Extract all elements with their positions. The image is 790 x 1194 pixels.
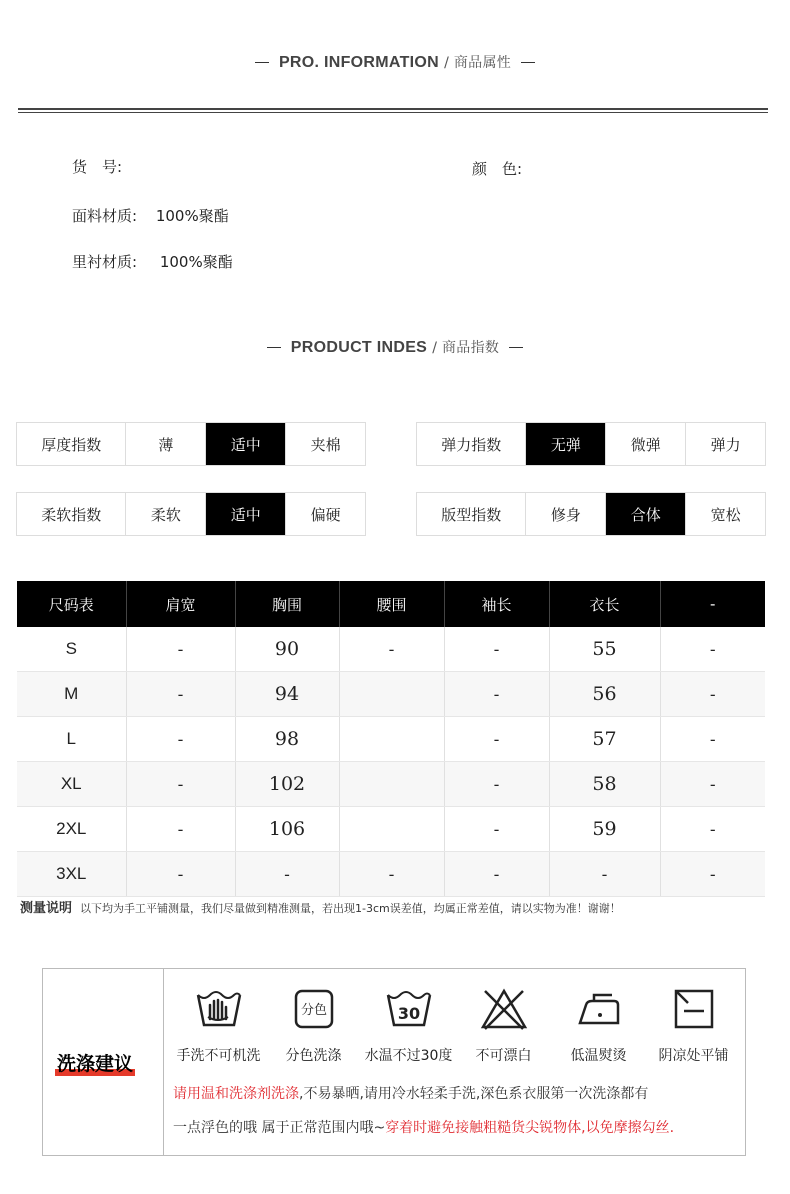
table-cell: 106 <box>235 807 339 852</box>
table-cell: - <box>444 762 549 807</box>
index-option-selected: 适中 <box>205 423 285 465</box>
wash-icon-label: 低温熨烫 <box>570 1048 627 1064</box>
no-bleach-icon <box>479 987 529 1031</box>
wash-icon-label: 手洗不可机洗 <box>176 1048 261 1064</box>
measure-note <box>20 897 621 916</box>
table-cell: - <box>660 717 765 762</box>
wash-divider <box>163 969 164 1155</box>
table-header-cell: 衣长 <box>549 581 660 627</box>
table-cell: 56 <box>549 672 660 717</box>
table-header-cell: 袖长 <box>444 581 549 627</box>
measure-note-title: 测量说明 <box>20 901 73 916</box>
wash-icon-item <box>171 987 266 1065</box>
table-cell: 3XL <box>17 852 126 897</box>
wash-icon-item <box>361 987 456 1065</box>
table-header-cell: 肩宽 <box>126 581 235 627</box>
table-cell: XL <box>17 762 126 807</box>
title-dash-left <box>255 62 269 64</box>
wash-icon-row <box>171 987 741 1065</box>
table-cell: 2XL <box>17 807 126 852</box>
index-option-selected: 合体 <box>605 493 685 535</box>
attr-lining <box>72 251 233 272</box>
table-cell: L <box>17 717 126 762</box>
table-cell: - <box>549 852 660 897</box>
table-cell: M <box>17 672 126 717</box>
section-rule-thin <box>18 112 768 113</box>
table-cell: - <box>660 762 765 807</box>
table-row <box>17 852 765 897</box>
index-elasticity <box>416 422 766 466</box>
index-label: 弹力指数 <box>441 435 502 454</box>
table-cell: - <box>660 807 765 852</box>
wash-30-glyph: 30 <box>397 1004 420 1023</box>
table-cell: - <box>339 627 444 672</box>
index-thickness <box>16 422 366 466</box>
table-cell: 59 <box>549 807 660 852</box>
table-cell: - <box>660 852 765 897</box>
wash-icon-item <box>266 987 361 1065</box>
table-cell: - <box>444 852 549 897</box>
table-header-cell: - <box>660 581 765 627</box>
table-cell: - <box>660 672 765 717</box>
title-dash-right <box>521 62 535 64</box>
table-row <box>17 672 765 717</box>
index-label: 柔软指数 <box>41 505 102 524</box>
wash-icon-label: 分色洗涤 <box>285 1048 342 1064</box>
info-title-en: PRO. INFORMATION <box>278 54 439 71</box>
wash-icon-label: 阴凉处平铺 <box>658 1048 729 1064</box>
index-label: 厚度指数 <box>41 435 102 454</box>
attr-label: 颜 色: <box>472 160 523 178</box>
attr-fabric <box>72 205 229 226</box>
table-cell: - <box>444 627 549 672</box>
attr-label: 货 号: <box>72 158 123 176</box>
wash-advice-text: ,不易暴晒,请用冷水轻柔手洗,深色系衣服第一次洗涤都有 <box>299 1086 649 1102</box>
index-title-en: PRODUCT INDES <box>290 339 428 356</box>
table-cell: - <box>126 627 235 672</box>
table-row <box>17 807 765 852</box>
index-fit <box>416 492 766 536</box>
table-cell: - <box>126 672 235 717</box>
index-option: 宽松 <box>685 493 765 535</box>
info-title-cn: / 商品属性 <box>444 55 512 71</box>
table-cell: - <box>126 852 235 897</box>
title-dash-left <box>267 347 281 349</box>
wash-icon-item <box>646 987 741 1065</box>
table-cell <box>339 762 444 807</box>
table-row <box>17 762 765 807</box>
wash-icon-label: 水温不过30度 <box>364 1048 453 1064</box>
index-option: 夹棉 <box>285 423 365 465</box>
attr-label: 里衬材质: <box>72 253 138 271</box>
index-option: 修身 <box>525 493 605 535</box>
index-option-selected: 无弹 <box>525 423 605 465</box>
table-cell <box>339 807 444 852</box>
table-header-cell: 尺码表 <box>17 581 126 627</box>
measure-note-text: 以下均为手工平铺测量，我们尽量做到精准测量，若出现1-3cm误差值，均属正常差值，请以实物为准！谢谢！ <box>80 902 621 915</box>
table-cell: - <box>235 852 339 897</box>
wash-icon-label: 不可漂白 <box>475 1048 532 1064</box>
index-option: 柔软 <box>125 493 205 535</box>
table-cell: 57 <box>549 717 660 762</box>
wash-advice-panel <box>42 968 746 1156</box>
table-cell: - <box>126 807 235 852</box>
index-option: 薄 <box>125 423 205 465</box>
table-header-cell: 腰围 <box>339 581 444 627</box>
wash-advice-text: 一点浮色的哦 属于正常范围内哦~ <box>173 1120 386 1136</box>
table-cell: 55 <box>549 627 660 672</box>
wash-advice-highlight: 穿着时避免接触粗糙货尖锐物体,以免摩擦勾丝. <box>385 1120 675 1136</box>
index-softness <box>16 492 366 536</box>
attr-value: 100%聚酯 <box>155 207 229 225</box>
wash-icon-item <box>456 987 551 1065</box>
separate-color-glyph: 分色 <box>300 1003 327 1018</box>
wash-title: 洗涤建议 <box>57 1049 133 1076</box>
attr-color <box>472 158 522 179</box>
section-rule <box>18 108 768 110</box>
attr-value: 100%聚酯 <box>159 253 233 271</box>
table-row <box>17 627 765 672</box>
table-cell <box>339 717 444 762</box>
table-cell: - <box>444 672 549 717</box>
table-cell: - <box>126 717 235 762</box>
index-label: 版型指数 <box>441 505 502 524</box>
index-option: 偏硬 <box>285 493 365 535</box>
index-option-selected: 适中 <box>205 493 285 535</box>
size-table-header <box>17 581 765 627</box>
wash-advice-line-2 <box>173 1117 674 1137</box>
attr-item-number <box>72 156 122 177</box>
table-cell: - <box>339 852 444 897</box>
table-cell: - <box>444 717 549 762</box>
index-option: 微弹 <box>605 423 685 465</box>
table-cell: 58 <box>549 762 660 807</box>
separate-color-icon <box>292 987 336 1031</box>
wash-advice-highlight: 请用温和洗涤剂洗涤 <box>173 1086 299 1102</box>
index-section-title <box>0 337 790 357</box>
table-cell <box>339 672 444 717</box>
table-cell: S <box>17 627 126 672</box>
table-cell: 102 <box>235 762 339 807</box>
table-cell: - <box>444 807 549 852</box>
attr-label: 面料材质: <box>72 207 138 225</box>
table-cell: 90 <box>235 627 339 672</box>
table-header-cell: 胸围 <box>235 581 339 627</box>
index-option: 弹力 <box>685 423 765 465</box>
table-cell: - <box>126 762 235 807</box>
hand-wash-icon <box>194 987 244 1031</box>
index-title-cn: / 商品指数 <box>432 340 500 356</box>
low-iron-icon <box>574 987 624 1031</box>
table-cell: 94 <box>235 672 339 717</box>
shade-dry-flat-icon <box>672 987 716 1031</box>
table-row <box>17 717 765 762</box>
table-cell: - <box>660 627 765 672</box>
wash-30-icon <box>384 987 434 1031</box>
table-cell: 98 <box>235 717 339 762</box>
wash-advice-line-1 <box>173 1083 648 1103</box>
title-dash-right <box>509 347 523 349</box>
info-section-title <box>0 52 790 72</box>
wash-icon-item <box>551 987 646 1065</box>
size-table <box>17 581 765 897</box>
